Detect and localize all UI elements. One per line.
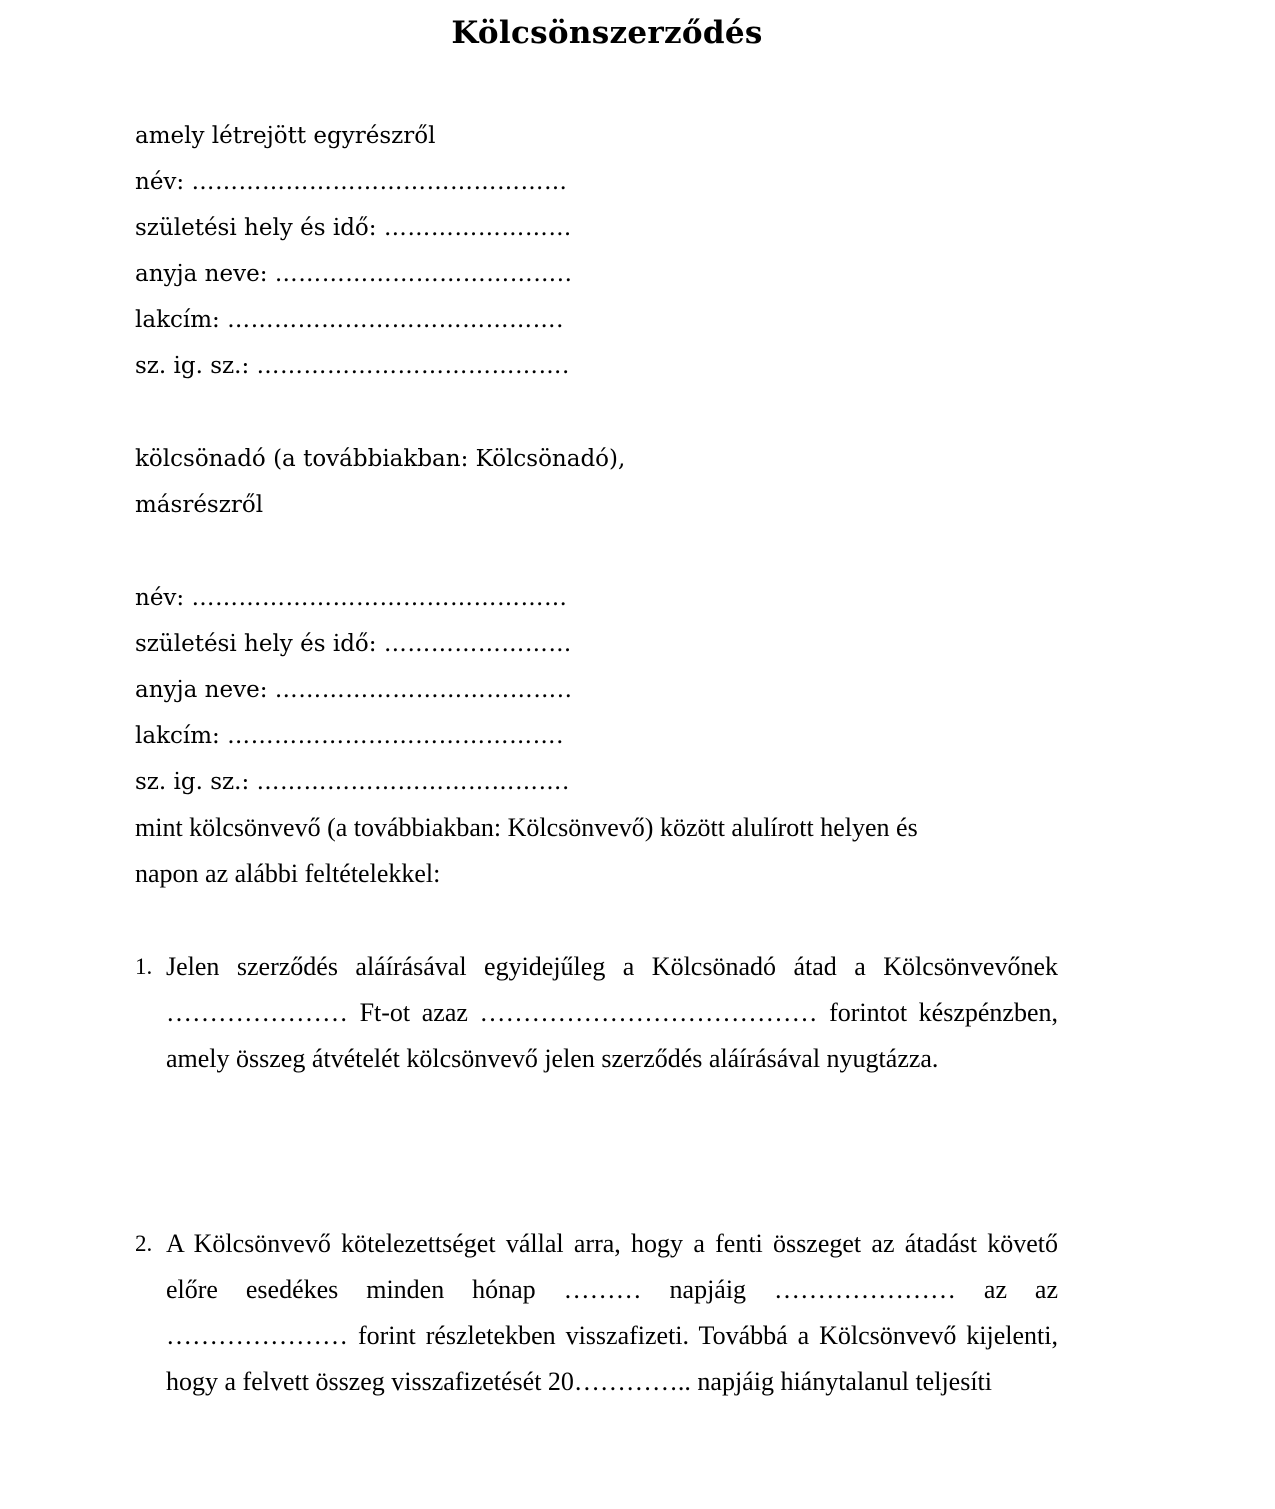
field-label: lakcím: [135, 307, 220, 333]
fill-in-blank: …………………… [383, 215, 572, 241]
field-label: anyja neve: [135, 677, 268, 703]
clause-number: 1. [135, 954, 153, 979]
separator-text: másrészről [135, 492, 264, 518]
fill-in-blank: …………………………………. [256, 353, 570, 379]
fill-in-blank: …………………… [383, 631, 572, 657]
field-label: név: [135, 169, 185, 195]
field-label: anyja neve: [135, 261, 268, 287]
borrower-id-field [135, 759, 570, 805]
field-label: sz. ig. sz.: [135, 353, 250, 379]
document-title: Kölcsönszerződés [451, 15, 763, 51]
intro-text: amely létrejött egyrészről [135, 123, 436, 149]
fill-in-blank: ……………………………………. [227, 307, 564, 333]
field-label: név: [135, 585, 185, 611]
lender-id-field [135, 343, 570, 389]
clause-2 [135, 1221, 1058, 1405]
borrower-mother-name-field [135, 667, 572, 713]
fill-in-blank: ……………………………….. [274, 677, 573, 703]
fill-in-blank: …………………………………. [256, 769, 570, 795]
lender-address-field [135, 297, 564, 343]
field-label: születési hely és idő: [135, 215, 377, 241]
borrower-address-field [135, 713, 564, 759]
borrower-name-field [135, 575, 567, 621]
fill-in-blank: ………………………………………… [191, 169, 568, 195]
borrower-role-line-1: mint kölcsönvevő (a továbbiakban: Kölcsönvevő) között alulírott helyen és [135, 813, 918, 842]
field-label: lakcím: [135, 723, 220, 749]
borrower-birth-field [135, 621, 572, 667]
lender-birth-field [135, 205, 572, 251]
field-label: születési hely és idő: [135, 631, 377, 657]
field-label: sz. ig. sz.: [135, 769, 250, 795]
clause-text: Jelen szerződés aláírásával egyidejűleg a Kölcsönadó átad a Kölcsönvevőnek ………………… Ft-ot azaz ………………………………… forintot készpénzben, amely összeg átvételét kölcsönvevő jelen szerződés aláírásával nyugtázza. [166, 952, 1058, 1073]
lender-role-text: kölcsönadó (a továbbiakban: Kölcsönadó), [135, 446, 626, 472]
lender-name-field [135, 159, 567, 205]
fill-in-blank: ……………………………………. [227, 723, 564, 749]
fill-in-blank: ……………………………….. [274, 261, 573, 287]
lender-mother-name-field [135, 251, 572, 297]
clause-number: 2. [135, 1231, 153, 1256]
borrower-role-line-2: napon az alábbi feltételekkel: [135, 859, 441, 888]
clause-1 [135, 944, 1058, 1082]
fill-in-blank: ………………………………………… [191, 585, 568, 611]
clause-text: A Kölcsönvevő kötelezettséget vállal arra, hogy a fenti összeget az átadást követő előre esedékes minden hónap ……… napjáig ………………… az az ………………… forint részletekben visszafizeti. Továbbá a Kölcsönvevő kijelenti, hogy a felvett összeg visszafizetését 20………….. napjáig hiánytalanul teljesíti [166, 1229, 1058, 1396]
